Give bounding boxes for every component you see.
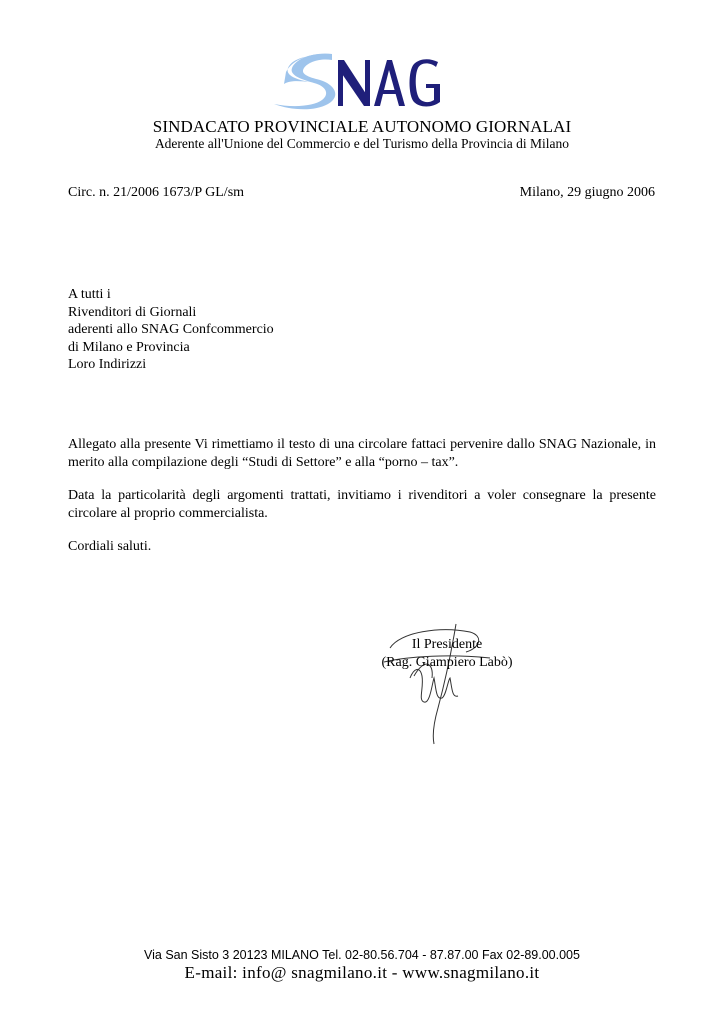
body-paragraph-1: Allegato alla presente Vi rimettiamo il testo di una circolare fattaci pervenire dallo SNAG Nazionale, in merito alla compilazione degli “Studi di Settore” e alla “porno – tax”. (68, 437, 656, 470)
recipients-block (68, 286, 274, 374)
recipient-line: A tutti i (68, 287, 111, 302)
footer-address: Via San Sisto 3 20123 MILANO Tel. 02-80.56.704 - 87.87.00 Fax 02-89.00.005 (144, 948, 580, 962)
footer-contacts: E-mail: info@ snagmilano.it - www.snagmilano.it (184, 963, 540, 982)
organization-title: SINDACATO PROVINCIALE AUTONOMO GIORNALAI (152, 117, 572, 136)
recipient-line: di Milano e Provincia (68, 339, 190, 355)
body-paragraph-2: Data la particolarità degli argomenti trattati, invitiamo i rivenditori a voler consegnare la presente circolare al proprio commercialista. (68, 488, 656, 521)
recipient-line: Loro Indirizzi (68, 357, 147, 372)
letter-date: Milano, 29 giugno 2006 (519, 185, 655, 200)
circular-reference: Circ. n. 21/2006 1673/P GL/sm (68, 185, 245, 200)
organization-subtitle: Aderente all'Unione del Commercio e del Turismo della Provincia di Milano (154, 136, 570, 151)
snag-logo (270, 50, 450, 112)
recipient-line: aderenti allo SNAG Confcommercio (68, 322, 274, 337)
signature-block (372, 636, 522, 671)
signatory-role: Il Presidente (411, 637, 483, 652)
snag-logo-graphic (270, 50, 450, 112)
signatory-name: (Rag. Giampiero Labò) (381, 654, 513, 670)
closing-salutation: Cordiali saluti. (68, 539, 152, 554)
logo-letters (338, 59, 440, 106)
recipient-line: Rivenditori di Giornali (68, 304, 197, 320)
